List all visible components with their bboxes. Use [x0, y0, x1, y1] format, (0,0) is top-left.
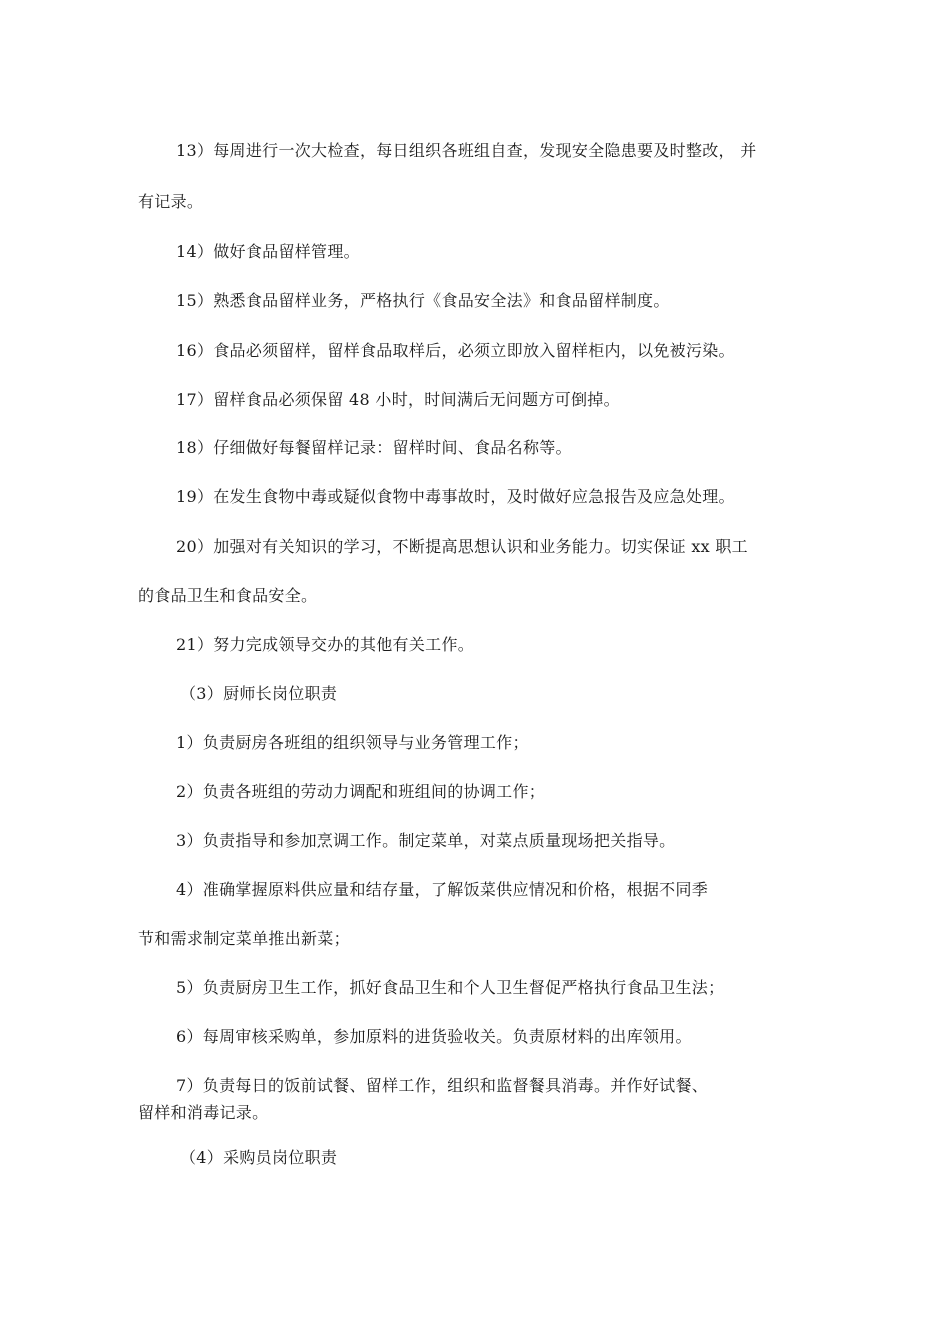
item-14: 14）做好食品留样管理。	[176, 242, 360, 261]
section-heading-chef: （3）厨师长岗位职责	[180, 684, 338, 703]
section-heading-purchaser: （4）采购员岗位职责	[180, 1148, 338, 1167]
chef-item-2: 2）负责各班组的劳动力调配和班组间的协调工作；	[176, 782, 546, 801]
item-13-line-2: 有记录。	[138, 192, 204, 211]
item-18: 18）仔细做好每餐留样记录：留样时间、食品名称等。	[176, 438, 572, 457]
chef-item-7-line-1: 7）负责每日的饭前试餐、留样工作，组织和监督餐具消毒。并作好试餐、	[176, 1076, 709, 1095]
chef-item-5: 5）负责厨房卫生工作，抓好食品卫生和个人卫生督促严格执行食品卫生法；	[176, 978, 725, 997]
item-20-line-1: 20）加强对有关知识的学习，不断提高思想认识和业务能力。切实保证 xx 职工	[176, 537, 748, 556]
chef-item-7-line-2: 留样和消毒记录。	[138, 1103, 269, 1122]
item-16: 16）食品必须留样，留样食品取样后，必须立即放入留样柜内，以免被污染。	[176, 341, 735, 360]
item-21: 21）努力完成领导交办的其他有关工作。	[176, 635, 475, 654]
item-15: 15）熟悉食品留样业务，严格执行《食品安全法》和食品留样制度。	[176, 291, 670, 310]
item-20-line-2: 的食品卫生和食品安全。	[138, 586, 318, 605]
item-17: 17）留样食品必须保留 48 小时，时间满后无问题方可倒掉。	[176, 390, 620, 409]
chef-item-6: 6）每周审核采购单，参加原料的进货验收关。负责原材料的出库领用。	[176, 1027, 692, 1046]
chef-item-4-line-2: 节和需求制定菜单推出新菜；	[138, 929, 350, 948]
chef-item-1: 1）负责厨房各班组的组织领导与业务管理工作；	[176, 733, 529, 752]
chef-item-4-line-1: 4）准确掌握原料供应量和结存量，了解饭菜供应情况和价格，根据不同季	[176, 880, 709, 899]
item-19: 19）在发生食物中毒或疑似食物中毒事故时，及时做好应急报告及应急处理。	[176, 487, 735, 506]
chef-item-3: 3）负责指导和参加烹调工作。制定菜单，对菜点质量现场把关指导。	[176, 831, 676, 850]
item-13-line-1: 13）每周进行一次大检查，每日组织各班组自查，发现安全隐患要及时整改， 并	[176, 141, 757, 160]
